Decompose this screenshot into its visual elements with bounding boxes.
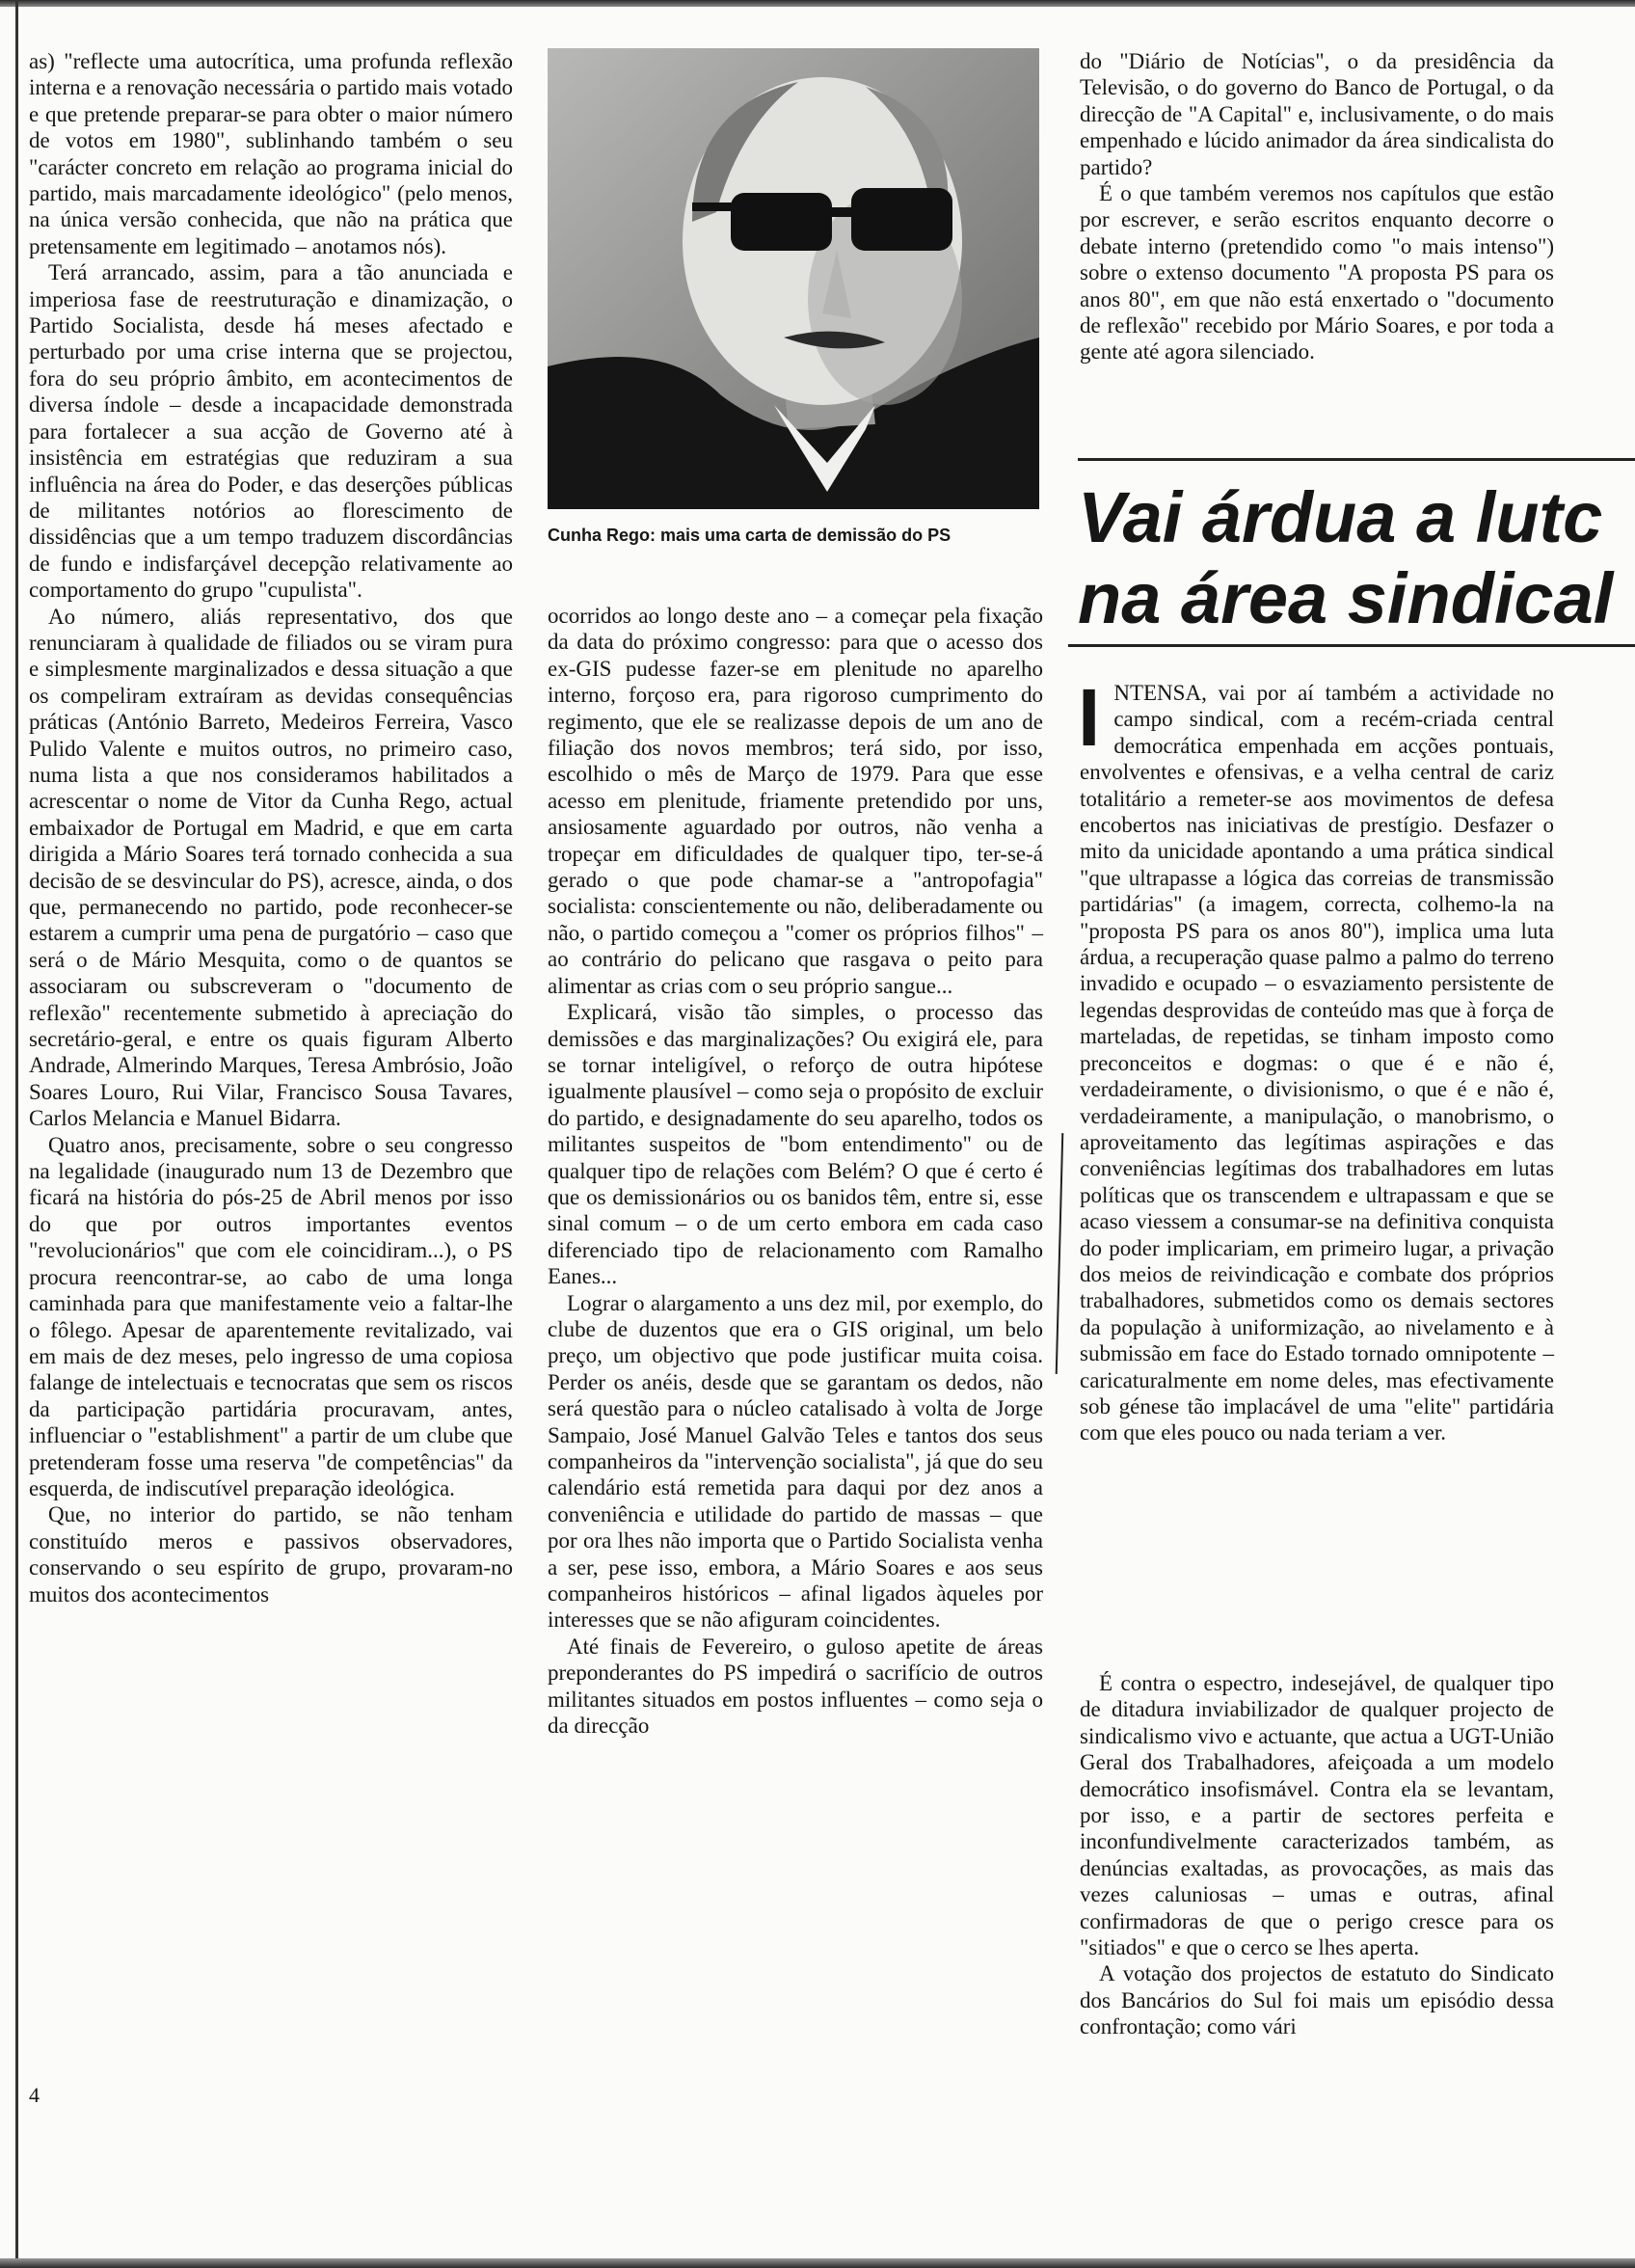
article-column-2 xyxy=(548,603,1043,1739)
paragraph: Que, no interior do partido, se não tenham constituído meros e passivos observadores, conservando o seu espírito de grupo, provaram-no muitos dos acontecimentos xyxy=(29,1502,513,1606)
headline-line: Vai árdua a lutc xyxy=(1078,477,1603,557)
headline-line: na área sindical xyxy=(1078,558,1614,638)
photo-caption: Cunha Rego: mais uma carta de demissão do PS xyxy=(548,526,952,545)
left-margin-rule xyxy=(15,0,18,2268)
article-column-3 xyxy=(1080,48,1554,365)
section-headline xyxy=(1078,477,1635,639)
article-column-3-continued xyxy=(1080,1670,1554,2040)
paragraph: Quatro anos, precisamente, sobre o seu congresso na legalidade (inaugurado num 13 de Dezembro que ficará na história do pós-25 de Abril menos por isso do que por outros importantes eventos "revolucionários" que com ele coincidiram...), o PS procura reencontrar-se, ao cabo de uma longa caminhada para que manifestamente veio a faltar-lhe o fôlego. Apesar de aparentemente revitalizado, vai em mais de dez meses, pelo ingresso de uma copiosa falange de intelectuais e tecnocratas que sem os riscos da participação partidária procuravam, antes, influenciar o "establishment" a partir de um clube que pretenderam fosse uma reserva "de competências" da esquerda, de indiscutível preparação ideológica. xyxy=(29,1132,513,1500)
paragraph: Ao número, aliás representativo, dos que renunciaram à qualidade de filiados ou se viram pura e simplesmente marginalizados e dessa situação a que os compeliram extraíram as devidas consequências práticas (António Barreto, Medeiros Ferreira, Vasco Pulido Valente e muitos outros, no primeiro caso, numa lista a que nos consideramos habilitados a acrescentar o nome de Vitor da Cunha Rego, actual embaixador de Portugal em Madrid, e que em carta dirigida a Mário Soares terá tornado conhecida a sua decisão de se desvincular do PS), acresce, ainda, o dos que, permanecendo no partido, pode reconhecer-se estarem a cumprir uma pena de purgatório – caso que será o de Mário Mesquita, como o de quantos se associaram ou subscreveram o "documento de reflexão" recentemente submetido à apreciação do secretário-geral, e entre os quais figuram Alberto Andrade, Almerindo Marques, Teresa Ambrósio, João Soares Louro, Rui Vilar, Francisco Sousa Tavares, Carlos Melancia e Manuel Bidarra. xyxy=(29,604,514,1131)
lead-text: NTENSA, vai por aí também a actividade no campo sindical, com a recém-criada central democrática empenhada em acções pontuais, envolventes e ofensivas, e a velha central de cariz totalitário a remeter-se aos movimentos de defesa encobertos nas iniciativas de prestígio. Desfazer o mito da unicidade apontando a uma prática sindical "que ultrapasse a lógica das correias de transmissão partidárias" (a imagem, correcta, colhemo-la na "proposta PS para os anos 80"), implica uma luta árdua, a recuperação quase palmo a palmo do terreno invadido e ocupado – o esvaziamento persistente de legendas desprovidas de conteúdo mas que à força de marteladas, de repetidas, se tinham imposto como preconceitos e dogmas: o que é e não é, verdadeiramente, o divisionismo, o que é e não é, verdadeiramente, a manipulação, o manobrismo, o aproveitamento das legítimas aspirações e das conveniências legítimas dos trabalhadores em lutas políticas que os transcendem e ultrapassam e que se acaso viessem a consumar-se na definitiva conquista do poder implicariam, em primeiro lugar, a privação dos meios de reivindicação e combate dos próprios trabalhadores, submetidos como os demais sectores da população à uniformização, ao nivelamento e à submissão em face do Estado tornado omnipotente – caricaturalmente em nome deles, mas efectivamente sob génese tão implacável de uma "elite" partidária com que eles pouco ou nada teriam a ver. xyxy=(1080,681,1554,1445)
paragraph: as) "reflecte uma autocrítica, uma profunda reflexão interna e a renovação necessária o partido mais votado e que pretende preparar-se para obter o maior número de votos em 1980", sublinhando também o seu "carácter concreto em relação ao programa inicial do partido, mais marcadamente ideológico" (pelo menos, na única versão conhecida, que não na prática que pretensamente em legitimado – anotamos nós). xyxy=(29,49,513,258)
paragraph: Explicará, visão tão simples, o processo das demissões e das marginalizações? Ou exigirá ele, para se tornar inteligível, o reforço de outra hipótese igualmente plausível – como seja o propósito de excluir do partido, e designadamente do seu aparelho, todos os militantes suspeitos de "bom entendimento" ou de qualquer tipo de relações com Belém? O que é certo é que os demissionários ou os banidos têm, entre si, esse sinal comum – o de um certo embora em cada caso diferenciado tipo de relacionamento com Ramalho Eanes... xyxy=(548,1000,1043,1289)
paragraph: Terá arrancado, assim, para a tão anunciada e imperiosa fase de reestruturação e dinamização, o Partido Socialista, desde há meses afectado e perturbado por uma crise interna que se projectou, fora do seu próprio âmbito, em acontecimentos de diversa índole – desde a incapacidade demonstrada para fortalecer a sua acção de Governo até à insistência em estratégias que reduziram a sua influência na área do Poder, e das deserções públicas de militantes notórios ao florescimento de dissidências que a um tempo traduzem discordâncias de fundo e indisfarçável decepção relativamente ao comportamento do grupo "cupulista". xyxy=(29,260,513,603)
paragraph: É contra o espectro, indesejável, de qualquer tipo de ditadura inviabilizador de qualquer projecto de sindicalismo vivo e actuante, que actua a UGT-União Geral dos Trabalhadores, afeiçoada a um modelo democrático insofismável. Contra ela se levantam, por isso, e a partir de sectores perfeita e inconfundivelmente caracterizados também, as denúncias exaltadas, as provocações, as mais das vezes caluniosas – umas e outras, afinal confirmadoras de que o perigo cresce para os "sitiados" e que o cerco se lhes aperta. xyxy=(1080,1671,1554,1960)
paragraph: Até finais de Fevereiro, o guloso apetite de áreas preponderantes do PS impedirá o sacrifício de outros militantes situados em postos influentes – como seja o da direcção xyxy=(548,1634,1043,1739)
paragraph: A votação dos projectos de estatuto do Sindicato dos Bancários do Sul foi mais um episódio dessa confrontação; como vári xyxy=(1080,1961,1554,2039)
paragraph: Lograr o alargamento a uns dez mil, por exemplo, do clube de duzentos que era o GIS original, um belo preço, um objectivo que pode justificar muita coisa. Perder os anéis, desde que se garantam os dedos, não será questão para o núcleo catalisado à volta de Jorge Sampaio, José Manuel Galvão Teles e tantos dos seus companheiros da "intervenção socialista", já que do seu calendário está remetida para daqui por dez anos a conveniência e utilidade do partido de massas – que por ora lhes não importa que o Partido Socialista venha a ser, pese isso, embora, a Mário Soares e aos seus companheiros históricos – afinal ligados àqueles por interesses que se não afiguram coincidentes. xyxy=(548,1290,1043,1633)
paragraph: É o que também veremos nos capítulos que estão por escrever, e serão escritos enquanto decorre o debate interno (pretendido como "o mais intenso") sobre o extenso documento "A proposta PS para os anos 80", em que não está enxertado o "documento de reflexão" recebido por Mário Soares, e por toda a gente até agora silenciado. xyxy=(1080,181,1554,364)
margin-pen-mark xyxy=(1056,1133,1064,1374)
lead-paragraph xyxy=(1078,672,1554,1446)
page-number: 4 xyxy=(29,2083,40,2107)
headline-rule-top xyxy=(1078,458,1635,461)
headline-rule-bottom xyxy=(1068,644,1635,647)
article-column-1 xyxy=(29,48,513,1607)
drop-cap: I xyxy=(1078,672,1101,763)
bottom-border xyxy=(0,2258,1635,2268)
paragraph: do "Diário de Notícias", o da presidência da Televisão, o do governo do Banco de Portugal, o da direcção de "A Capital" e, inclusivamente, o do mais empenhado e lúcido animador da área sindicalista do partido? xyxy=(1080,49,1554,179)
portrait-photo xyxy=(548,48,1039,509)
paragraph: ocorridos ao longo deste ano – a começar pela fixação da data do próximo congresso: para que o acesso dos ex-GIS pudesse fazer-se em plenitude no aparelho interno, forçoso era, para rigoroso cumprimento do regimento, que ele se realizasse depois de um ano de filiação dos novos membros; terá sido, por isso, escolhido o mês de Março de 1979. Para que esse acesso em plenitude, friamente pretendido por uns, ansiosamente aguardado por outros, não venha a tropeçar em dificuldades de qualquer tipo, ter-se-á gerado o que pode chamar-se a "antropofagia" socialista: conscientemente ou não, deliberadamente ou não, o partido começou a "comer os próprios filhos" – ao contrário do pelicano que rasgava o peito para alimentar as crias com o seu próprio sangue... xyxy=(548,604,1043,998)
top-border xyxy=(0,0,1635,7)
portrait-image xyxy=(548,48,1039,509)
